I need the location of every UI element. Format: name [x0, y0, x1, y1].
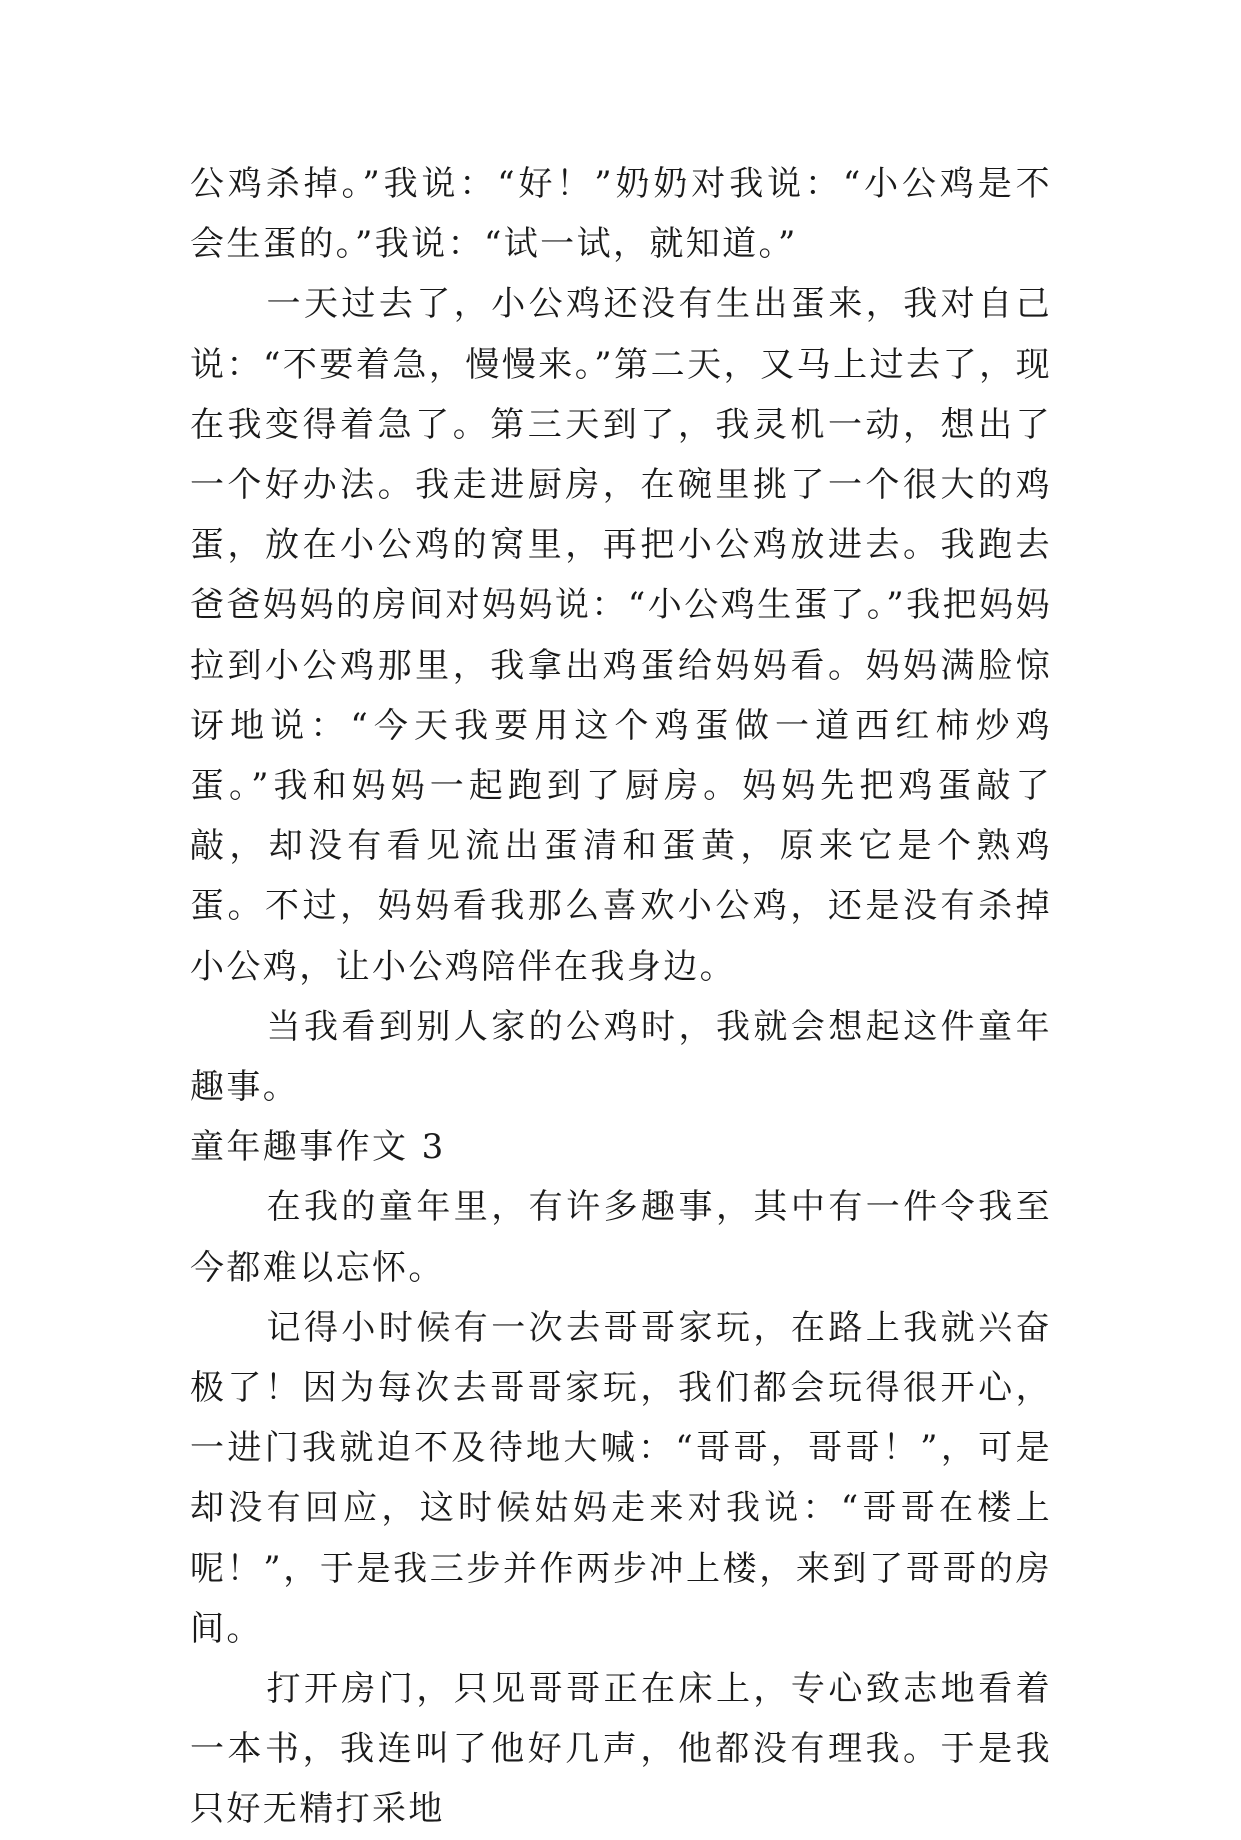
- paragraph-2: 一天过去了，小公鸡还没有生出蛋来，我对自己说：“不要着急，慢慢来。”第二天，又马上过去了，现在我变得着急了。第三天到了，我灵机一动，想出了一个好办法。我走进厨房，在碗里挑了一个很大的鸡蛋，放在小公鸡的窝里，再把小公鸡放进去。我跑去爸爸妈妈的房间对妈妈说：“小公鸡生蛋了。”我把妈妈拉到小公鸡那里，我拿出鸡蛋给妈妈看。妈妈满脸惊讶地说：“今天我要用这个鸡蛋做一道西红柿炒鸡蛋。”我和妈妈一起跑到了厨房。妈妈先把鸡蛋敲了敲，却没有看见流出蛋清和蛋黄，原来它是个熟鸡蛋。不过，妈妈看我那么喜欢小公鸡，还是没有杀掉小公鸡，让小公鸡陪伴在我身边。: [190, 284, 1052, 987]
- paragraph-1: 公鸡杀掉。”我说：“好！”奶奶对我说：“小公鸡是不会生蛋的。”我说：“试一试，就知道。”: [190, 164, 1052, 265]
- document-body: [190, 154, 1052, 1840]
- paragraph-3: 当我看到别人家的公鸡时，我就会想起这件童年趣事。: [190, 1006, 1052, 1108]
- section-title: 童年趣事作文 3: [190, 1127, 446, 1168]
- paragraph-5: 记得小时候有一次去哥哥家玩，在路上我就兴奋极了！因为每次去哥哥家玩，我们都会玩得很开心，一进门我就迫不及待地大喊：“哥哥，哥哥！”，可是却没有回应，这时候姑妈走来对我说：“哥哥在楼上呢！”，于是我三步并作两步冲上楼，来到了哥哥的房间。: [190, 1307, 1052, 1649]
- paragraph-4: 在我的童年里，有许多趣事，其中有一件令我至今都难以忘怀。: [190, 1187, 1052, 1288]
- paragraph-6: 打开房门，只见哥哥正在床上，专心致志地看着一本书，我连叫了他好几声，他都没有理我。于是我只好无精打采地: [190, 1669, 1052, 1830]
